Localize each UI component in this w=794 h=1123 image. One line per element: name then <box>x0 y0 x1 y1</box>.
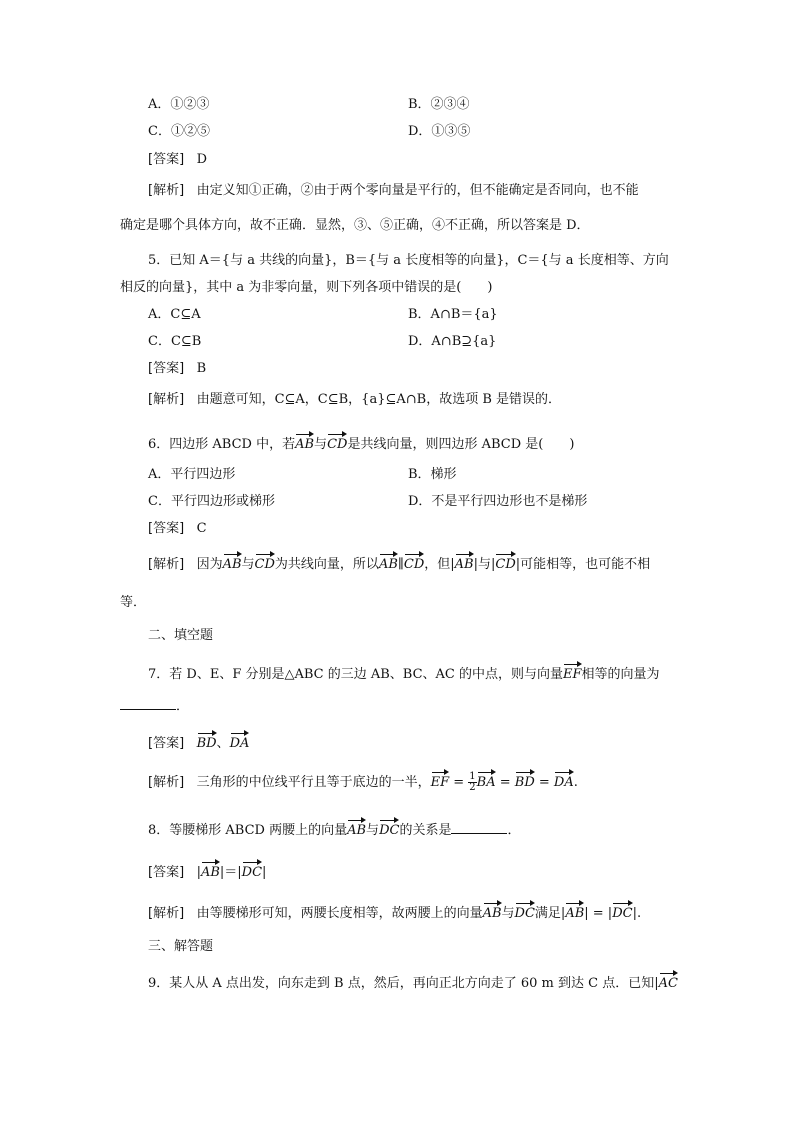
vector-ab: AB <box>347 819 366 840</box>
vector-da: DA <box>554 771 574 792</box>
vector-cd: CD <box>255 553 275 574</box>
q5-option-a: A．C⊆A <box>148 307 201 322</box>
q7-blank-line: ． <box>120 697 189 716</box>
vector-cd: CD <box>327 433 347 454</box>
vector-ab: AB <box>455 553 474 574</box>
q7-stem: 7．若 D、E、F 分别是△ABC 的三边 AB、BC、AC 的中点，则与向量EF相等的向量为 <box>148 663 660 684</box>
q6-answer <box>148 520 207 538</box>
analysis-text: 由定义知①正确，②由于两个零向量是平行的，但不能确定是否同向，也不能 <box>196 183 639 198</box>
q4-option-d: D．①③⑤ <box>408 124 471 139</box>
analysis-text: 由题意可知，C⊆A，C⊆B，{a}⊆A∩B，故选项 B 是错误的． <box>196 392 562 407</box>
q5-option-c: C．C⊆B <box>148 334 202 349</box>
vector-ab: AB <box>223 553 242 574</box>
vector-cd: CD <box>495 553 515 574</box>
q6-stem: 6．四边形 ABCD 中，若AB与CD是共线向量，则四边形 ABCD 是( ) <box>148 433 574 454</box>
q6-option-b: B．梯形 <box>408 467 457 482</box>
answer-tag: [答案] <box>148 361 185 376</box>
vector-ef: EF <box>563 663 582 684</box>
answer-value: B <box>196 361 207 376</box>
answer-value: D <box>196 152 207 167</box>
analysis-tag: [解析] <box>148 557 185 572</box>
vector-ac: AC <box>659 972 678 993</box>
q9-stem: 9．某人从 A 点出发，向东走到 B 点，然后，再向正北方向走了 60 m 到达 C 点．已知|AC <box>148 972 678 993</box>
vector-ab: AB <box>379 553 398 574</box>
vector-dc: DC <box>242 861 262 882</box>
q5-option-b: B．A∩B＝{a} <box>408 307 498 322</box>
vector-ab: AB <box>201 861 220 882</box>
vector-ef: EF <box>431 771 450 792</box>
q5-stem-line1: 5．已知 A＝{与 a 共线的向量}，B＝{与 a 长度相等的向量}，C＝{与 a 长度相等、方向 <box>148 253 669 268</box>
q6-analysis-line1: [解析] 因为AB与CD为共线向量，所以AB∥CD，但|AB|与|CD|可能相等，也可能不相 <box>148 553 650 574</box>
section-solution-heading: 三、解答题 <box>148 939 214 954</box>
q4-analysis-line1 <box>148 182 639 200</box>
q8-answer: [答案] |AB|＝|DC| <box>148 861 266 882</box>
q6-option-d: D．不是平行四边形也不是梯形 <box>408 494 588 509</box>
answer-tag: [答案] <box>148 521 185 536</box>
q5-analysis <box>148 391 561 409</box>
analysis-tag: [解析] <box>148 183 185 198</box>
analysis-tag: [解析] <box>148 775 185 790</box>
analysis-tag: [解析] <box>148 906 185 921</box>
q4-option-c: C．①②⑤ <box>148 124 210 139</box>
vector-ab: AB <box>565 902 584 923</box>
vector-dc: DC <box>515 902 535 923</box>
vector-cd: CD <box>404 553 424 574</box>
q4-analysis-line2: 确定是哪个具体方向，故不正确．显然，③、⑤正确，④不正确，所以答案是 D． <box>120 218 590 233</box>
fraction-one-half: $\frac{1}{2}$ <box>469 771 476 793</box>
q6-option-c: C．平行四边形或梯形 <box>148 494 275 509</box>
answer-blank <box>120 697 176 710</box>
q5-answer <box>148 360 206 378</box>
vector-bd: BD <box>197 732 217 753</box>
analysis-tag: [解析] <box>148 392 185 407</box>
answer-blank <box>451 821 507 834</box>
q5-option-d: D．A∩B⊇{a} <box>408 334 497 349</box>
q4-option-a: A．①②③ <box>148 97 210 112</box>
answer-tag: [答案] <box>148 865 185 880</box>
q7-answer: [答案] BD、DA <box>148 732 249 753</box>
vector-dc: DC <box>612 902 632 923</box>
section-fill-in-heading: 二、填空题 <box>148 628 214 643</box>
answer-tag: [答案] <box>148 736 185 751</box>
vector-dc: DC <box>379 819 399 840</box>
vector-ab: AB <box>483 902 502 923</box>
q6-analysis-line2: 等． <box>120 595 147 610</box>
answer-value: C <box>196 521 207 536</box>
q7-analysis: [解析] 三角形的中位线平行且等于底边的一半，EF = $\frac{1}{2}$ BA = BD = DA. <box>148 771 578 793</box>
answer-tag: [答案] <box>148 152 185 167</box>
q8-analysis: [解析] 由等腰梯形可知，两腰长度相等，故两腰上的向量AB与DC满足|AB| = |DC|. <box>148 902 641 923</box>
q6-option-a: A．平行四边形 <box>148 467 236 482</box>
vector-ba: BA <box>477 771 496 792</box>
vector-bd: BD <box>515 771 535 792</box>
q8-stem: 8．等腰梯形 ABCD 两腰上的向量AB与DC的关系是 ． <box>148 819 520 840</box>
q5-stem-line2: 相反的向量}，其中 a 为非零向量，则下列各项中错误的是( ) <box>120 280 493 295</box>
vector-da: DA <box>230 732 250 753</box>
q4-answer <box>148 151 207 169</box>
vector-ab: AB <box>295 433 314 454</box>
q4-option-b: B．②③④ <box>408 97 470 112</box>
